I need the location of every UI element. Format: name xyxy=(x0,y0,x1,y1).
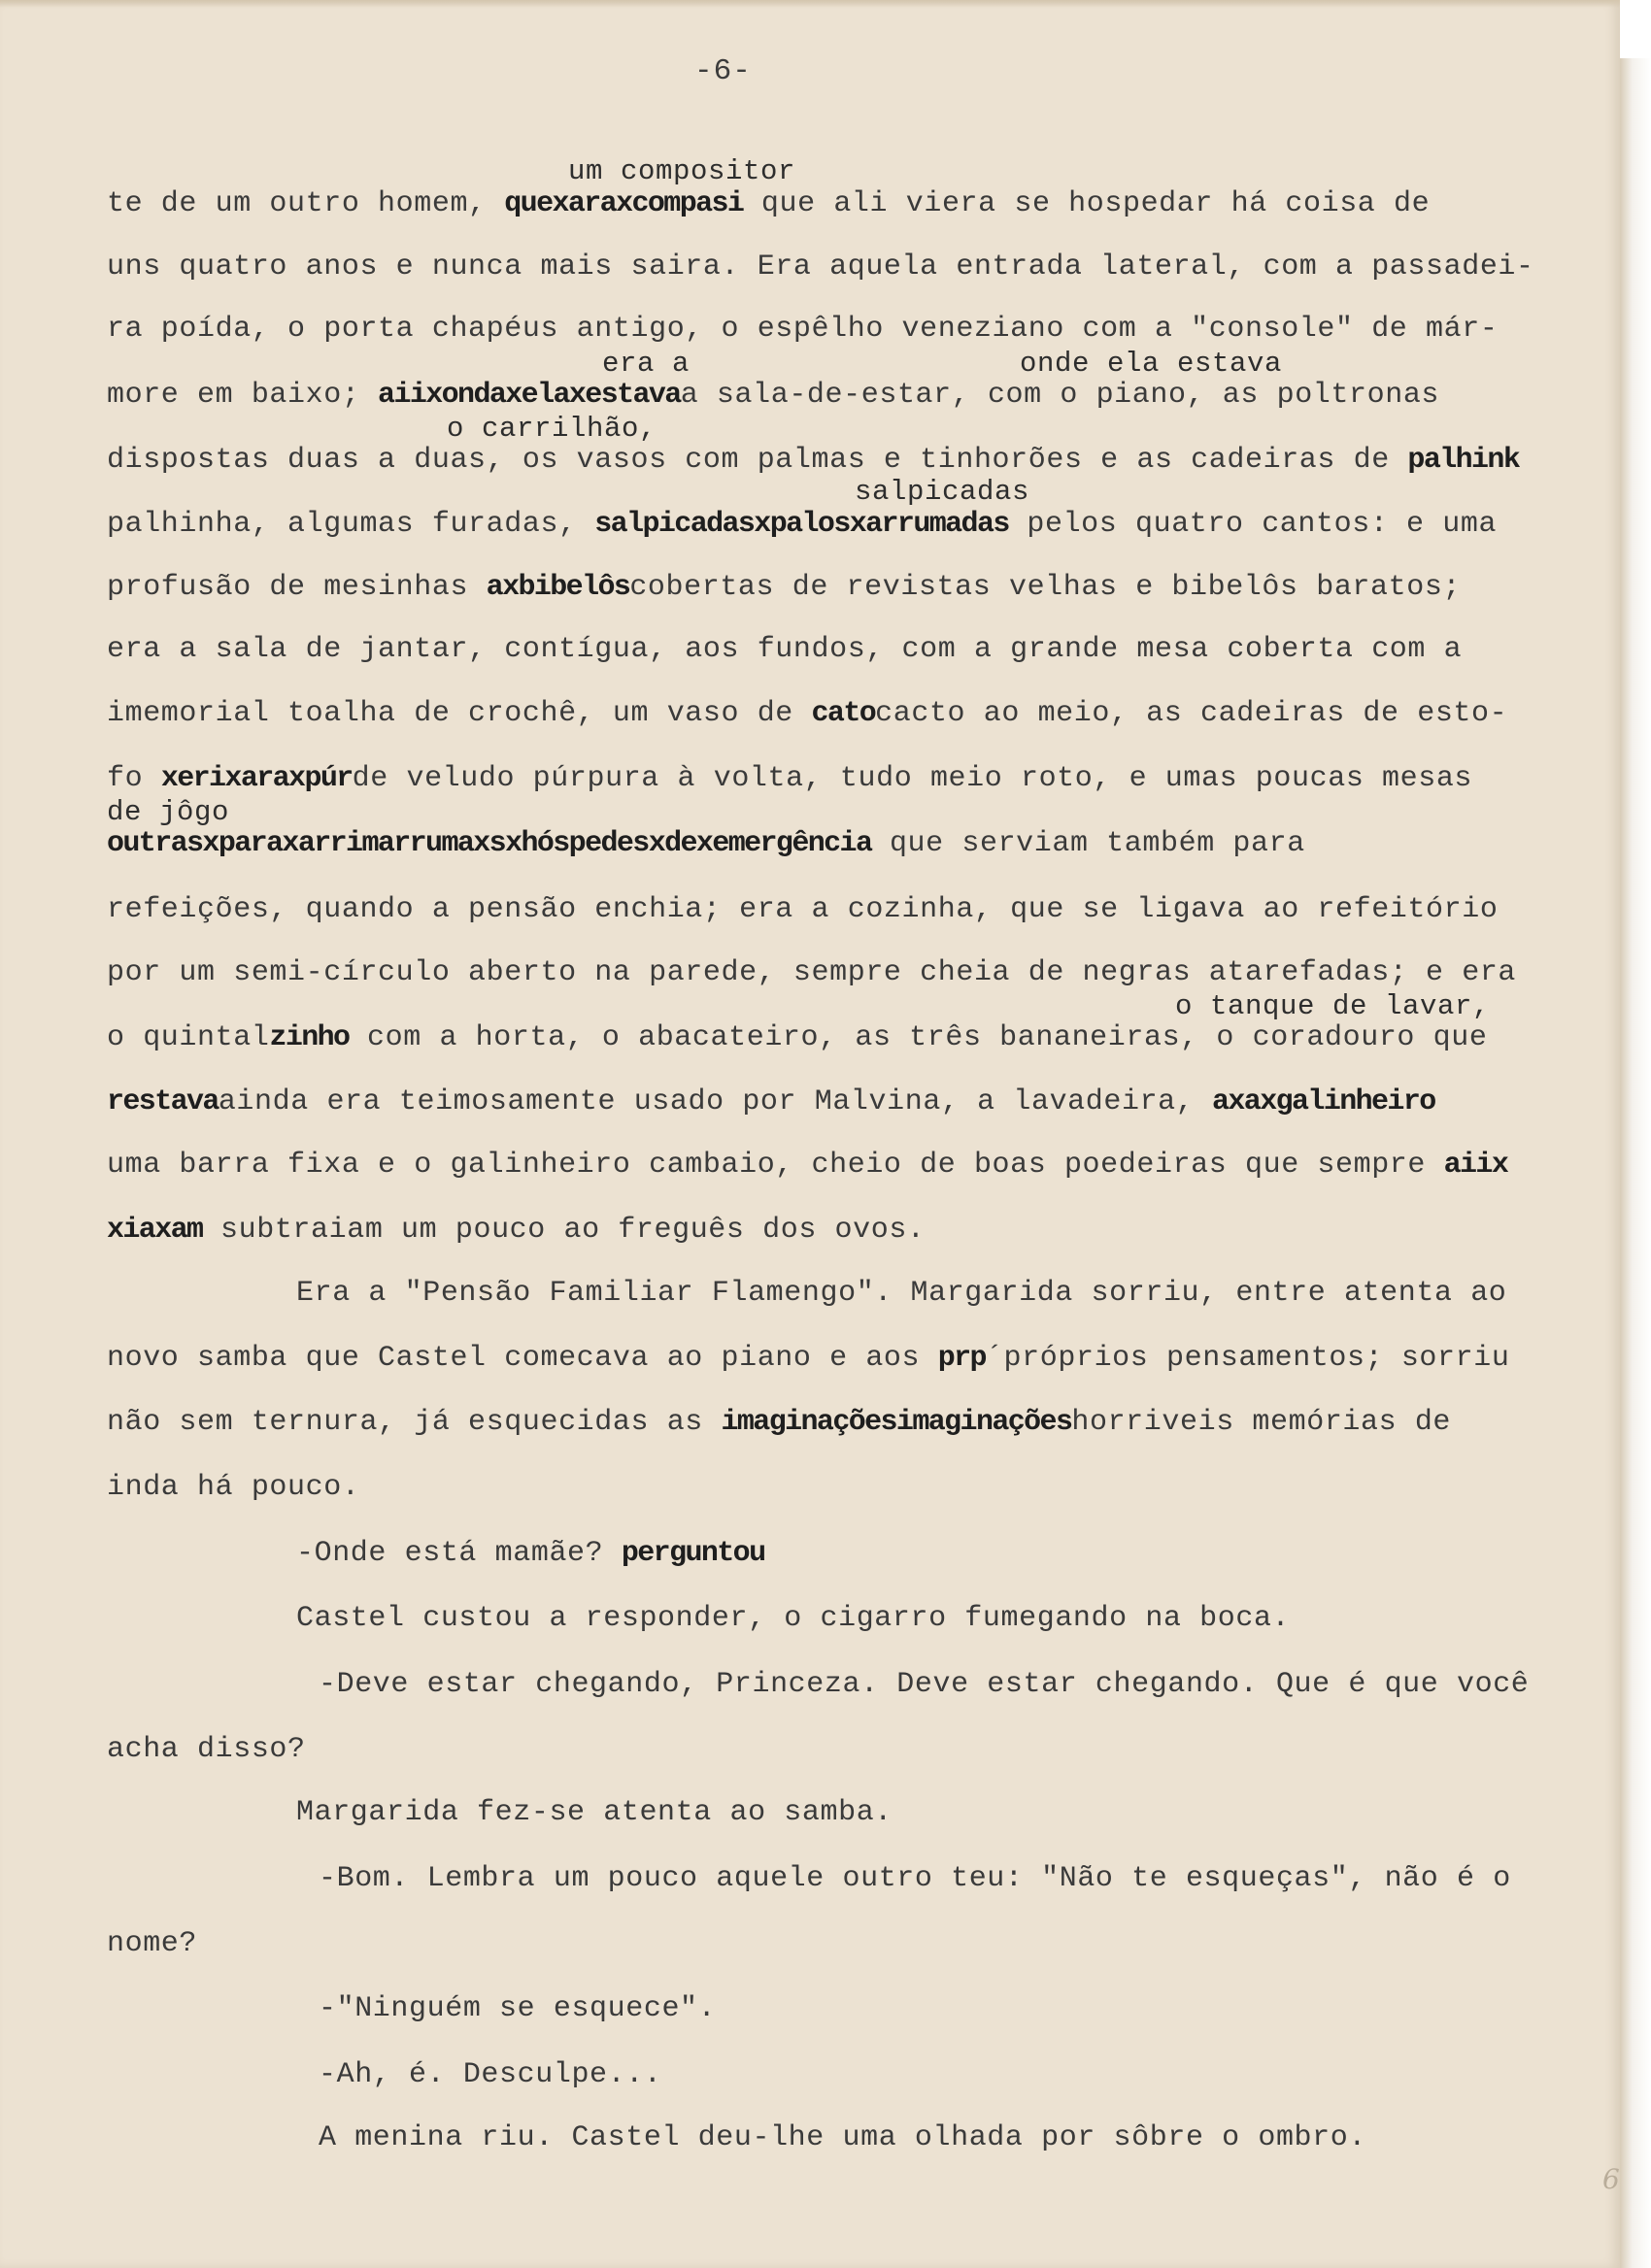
text-line xyxy=(107,762,1472,795)
line-text: acha disso? xyxy=(107,1733,306,1766)
text-line xyxy=(447,413,657,446)
line-text: Era a "Pensão Familiar Flamengo". Margarida sorriu, entre atenta ao xyxy=(296,1277,1507,1310)
struck-out-text: aiix xyxy=(1443,1149,1508,1182)
line-text: profusão de mesinhas xyxy=(107,571,487,604)
text-line xyxy=(296,1602,1290,1635)
text-line xyxy=(107,187,1430,220)
text-line xyxy=(107,1342,1509,1375)
line-text: ´próprios pensamentos; sorriu xyxy=(985,1342,1510,1375)
line-text: cobertas de revistas velhas e bibelôs baratos; xyxy=(629,571,1462,604)
struck-out-text: xerixaraxpúr xyxy=(160,762,353,795)
text-line xyxy=(107,1471,359,1504)
text-line xyxy=(319,1992,716,2025)
line-text: A menina riu. Castel deu-lhe uma olhada por sôbre o ombro. xyxy=(319,2121,1366,2154)
line-text: por um semi-círculo aberto na parede, sempre cheia de negras atarefadas; e era xyxy=(107,956,1517,989)
text-line xyxy=(107,956,1516,989)
interlinear-insertion: de jôgo xyxy=(107,796,230,828)
text-line xyxy=(107,313,1498,346)
text-line xyxy=(107,893,1498,926)
text-line xyxy=(107,250,1534,284)
struck-out-text: perguntou xyxy=(621,1537,765,1570)
text-line xyxy=(107,827,1305,860)
text-line xyxy=(107,1927,197,1960)
line-text: novo samba que Castel comecava ao piano e aos xyxy=(107,1342,938,1375)
text-line xyxy=(107,1021,1487,1054)
struck-out-text: prp xyxy=(937,1342,986,1375)
struck-out-text: zinho xyxy=(269,1021,350,1054)
line-text: Margarida fez-se atenta ao samba. xyxy=(296,1796,893,1829)
text-line xyxy=(107,1733,306,1766)
line-text: palhinha, algumas furadas, xyxy=(107,508,595,541)
line-text: -Bom. Lembra um pouco aquele outro teu: "Não te esqueças", não é o xyxy=(319,1862,1511,1895)
line-text: subtraiam um pouco ao freguês dos ovos. xyxy=(202,1214,926,1247)
text-line xyxy=(107,1085,1435,1118)
struck-out-text: axbibelôs xyxy=(486,571,630,604)
text-line xyxy=(1020,348,1282,381)
text-line xyxy=(107,571,1461,604)
page-number: -6- xyxy=(694,54,752,88)
struck-out-text: axaxgalinheiro xyxy=(1212,1085,1435,1118)
interlinear-insertion: onde ela estava xyxy=(1020,348,1283,380)
interlinear-insertion: salpicadas xyxy=(855,476,1030,508)
line-text: cacto ao meio, as cadeiras de esto- xyxy=(875,697,1508,730)
line-text: a sala-de-estar, com o piano, as poltronas xyxy=(680,379,1440,412)
struck-out-text: xiaxam xyxy=(107,1214,203,1247)
text-line xyxy=(107,379,1439,412)
text-line xyxy=(107,796,229,829)
text-line xyxy=(296,1277,1506,1310)
line-text: que serviam também para xyxy=(871,827,1305,860)
line-text: horriveis memórias de xyxy=(1071,1406,1452,1439)
text-line xyxy=(296,1796,893,1829)
text-line xyxy=(107,633,1462,666)
line-text: fo xyxy=(107,762,161,795)
text-line xyxy=(319,2058,661,2091)
line-text: que ali viera se hospedar há coisa de xyxy=(743,187,1431,220)
line-text: -Onde está mamãe? xyxy=(296,1537,622,1570)
interlinear-insertion: um compositor xyxy=(568,155,796,187)
interlinear-insertion: o carrilhão, xyxy=(447,413,657,445)
line-text: -Deve estar chegando, Princeza. Deve estar chegando. Que é que você xyxy=(319,1668,1530,1701)
line-text: o quintal xyxy=(107,1021,270,1054)
struck-out-text: quexaraxcompasi xyxy=(504,187,744,220)
line-text: não sem ternura, já esquecidas as xyxy=(107,1406,722,1439)
line-text: uma barra fixa e o galinheiro cambaio, cheio de boas poedeiras que sempre xyxy=(107,1149,1444,1182)
text-line xyxy=(296,1537,765,1570)
text-line xyxy=(319,2121,1366,2154)
line-text: te de um outro homem, xyxy=(107,187,505,220)
struck-out-text: palhink xyxy=(1407,444,1520,477)
line-text: -Ah, é. Desculpe... xyxy=(319,2058,662,2091)
line-text: Castel custou a responder, o cigarro fumegando na boca. xyxy=(296,1602,1291,1635)
line-text: dispostas duas a duas, os vasos com palmas e tinhorões e as cadeiras de xyxy=(107,444,1408,477)
line-text: era a sala de jantar, contígua, aos fundos, com a grande mesa coberta com a xyxy=(107,633,1463,666)
line-text: com a horta, o abacateiro, as três bananeiras, o coradouro que xyxy=(349,1021,1488,1054)
struck-out-text: restava xyxy=(107,1085,219,1118)
text-line xyxy=(107,1149,1507,1182)
line-text: imemorial toalha de crochê, um vaso de xyxy=(107,697,812,730)
line-text: de veludo púrpura à volta, tudo meio roto, e umas poucas mesas xyxy=(352,762,1473,795)
struck-out-text: cato xyxy=(811,697,876,730)
text-line xyxy=(568,155,795,188)
interlinear-insertion: o tanque de lavar, xyxy=(1175,990,1491,1022)
interlinear-insertion: era a xyxy=(602,348,691,380)
struck-out-text: aiixondaxelaxestava xyxy=(378,379,681,412)
page-edge-shadow xyxy=(1620,58,1651,2268)
text-line xyxy=(1175,990,1490,1023)
struck-out-text: outrasxparaxarrimarrumaxsxhóspedesxdexemergência xyxy=(107,827,872,860)
line-text: pelos quatro cantos: e uma xyxy=(1008,508,1498,541)
text-line xyxy=(107,508,1497,541)
struck-out-text: imaginaçõesimaginações xyxy=(721,1406,1072,1439)
text-line xyxy=(107,1214,926,1247)
text-line xyxy=(319,1862,1511,1895)
line-text: uns quatro anos e nunca mais saira. Era aquela entrada lateral, com a passadei- xyxy=(107,250,1534,284)
text-line xyxy=(855,476,1029,509)
line-text: more em baixo; xyxy=(107,379,379,412)
line-text: inda há pouco. xyxy=(107,1471,360,1504)
text-line xyxy=(602,348,690,381)
text-line xyxy=(107,697,1507,730)
text-line xyxy=(107,1406,1451,1439)
text-line xyxy=(107,444,1519,477)
margin-pencil-mark: 6 xyxy=(1602,2163,1620,2195)
line-text: refeições, quando a pensão enchia; era a cozinha, que se ligava ao refeitório xyxy=(107,893,1499,926)
line-text: nome? xyxy=(107,1927,198,1960)
line-text: -"Ninguém se esquece". xyxy=(319,1992,717,2025)
struck-out-text: salpicadasxpalosxarrumadas xyxy=(594,508,1009,541)
text-line xyxy=(319,1668,1529,1701)
line-text: ra poída, o porta chapéus antigo, o espêlho veneziano com a "console" de már- xyxy=(107,313,1499,346)
line-text: ainda era teimosamente usado por Malvina, a lavadeira, xyxy=(218,1085,1212,1118)
